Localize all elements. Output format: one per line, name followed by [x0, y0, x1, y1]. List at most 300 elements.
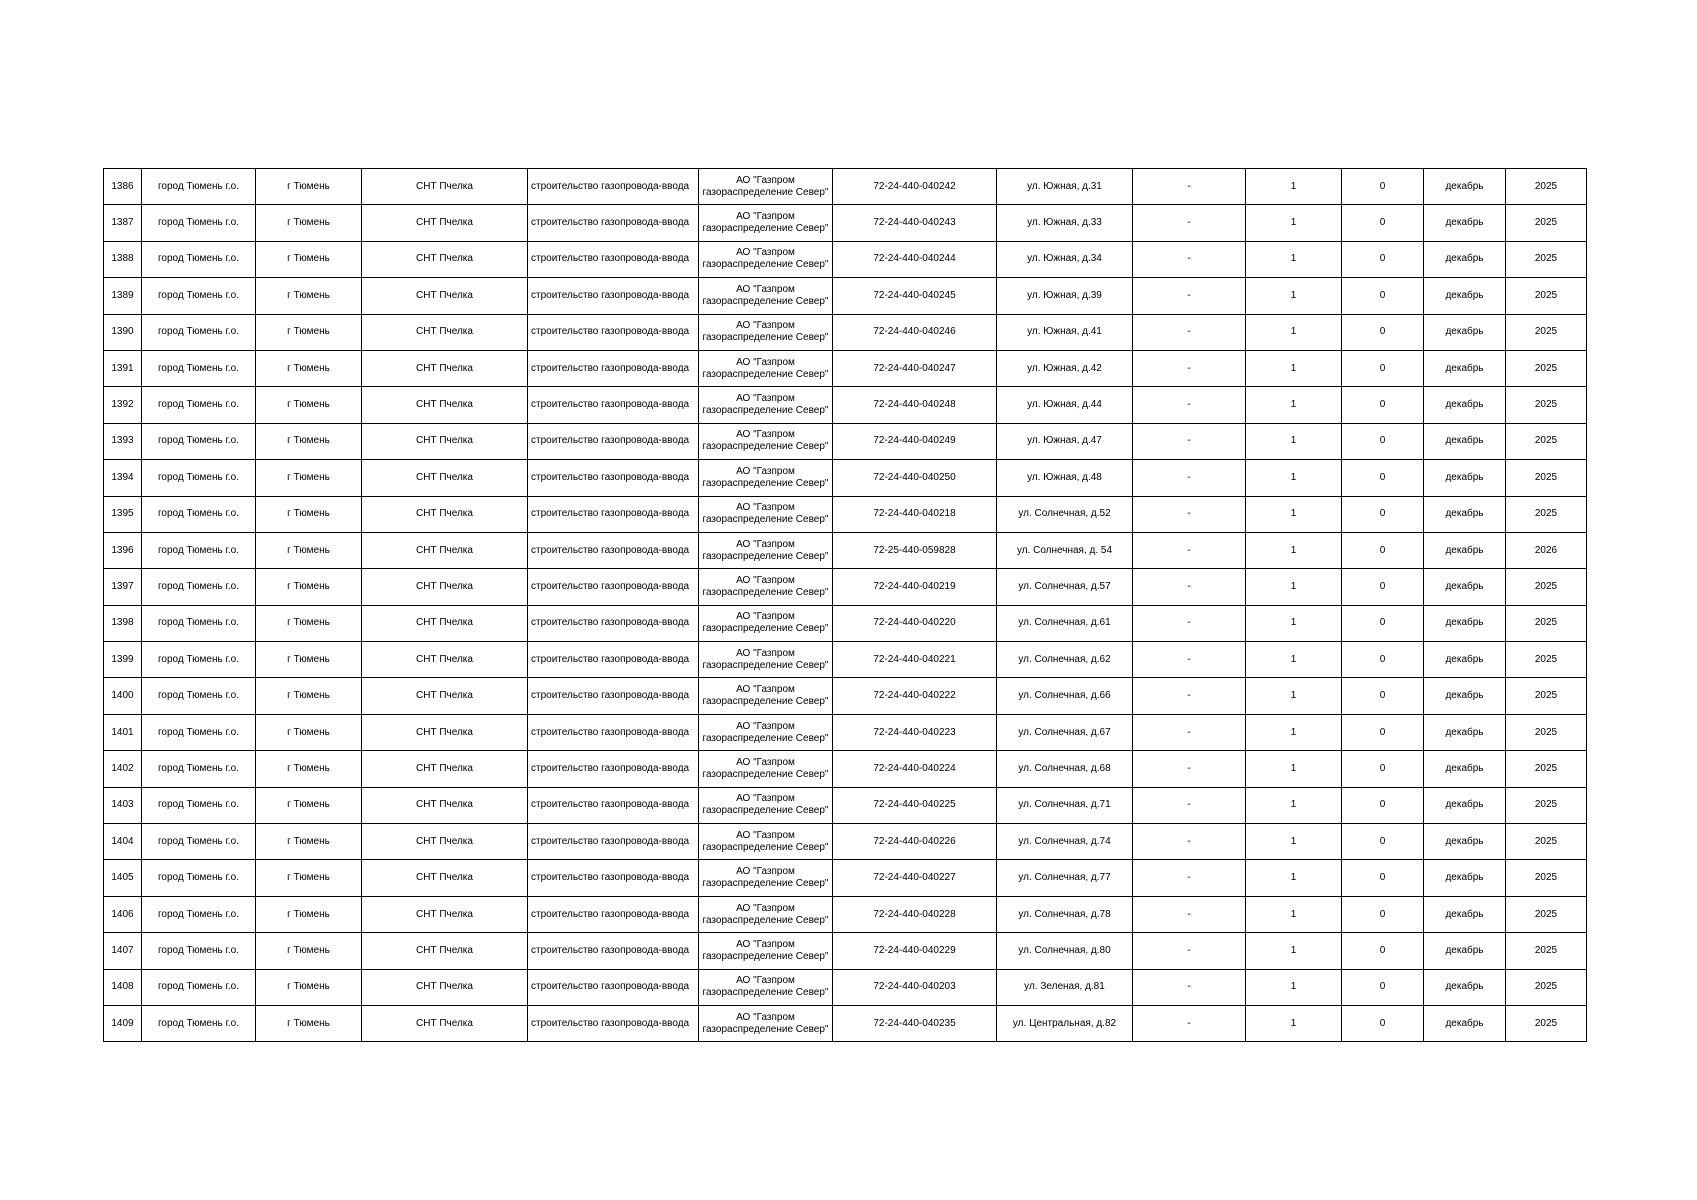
row-number-cell: 1392 — [104, 387, 142, 423]
address-cell: ул. Южная, д.42 — [997, 350, 1133, 386]
planned-count-cell: 1 — [1246, 569, 1342, 605]
completed-count-cell: 0 — [1342, 387, 1424, 423]
year-cell: 2025 — [1506, 569, 1587, 605]
operator-cell: АО "Газпром газораспределение Север" — [699, 423, 833, 459]
address-cell: ул. Солнечная, д.61 — [997, 605, 1133, 641]
snt-name-cell: СНТ Пчелка — [362, 169, 528, 205]
work-type-cell: строительство газопровода-ввода — [528, 205, 699, 241]
month-cell: декабрь — [1424, 278, 1506, 314]
application-id-cell: 72-24-440-040244 — [833, 241, 997, 277]
address-cell: ул. Солнечная, д.77 — [997, 860, 1133, 896]
snt-name-cell: СНТ Пчелка — [362, 350, 528, 386]
row-number-cell: 1396 — [104, 532, 142, 568]
settlement-cell: г Тюмень — [256, 678, 362, 714]
operator-cell: АО "Газпром газораспределение Север" — [699, 350, 833, 386]
settlement-cell: г Тюмень — [256, 314, 362, 350]
snt-name-cell: СНТ Пчелка — [362, 460, 528, 496]
note-cell: - — [1133, 642, 1246, 678]
municipality-cell: город Тюмень г.о. — [142, 751, 256, 787]
address-cell: ул. Солнечная, д.67 — [997, 714, 1133, 750]
work-type-cell: строительство газопровода-ввода — [528, 314, 699, 350]
operator-cell: АО "Газпром газораспределение Север" — [699, 678, 833, 714]
planned-count-cell: 1 — [1246, 933, 1342, 969]
operator-cell: АО "Газпром газораспределение Север" — [699, 642, 833, 678]
work-type-cell: строительство газопровода-ввода — [528, 896, 699, 932]
address-cell: ул. Солнечная, д.71 — [997, 787, 1133, 823]
operator-cell: АО "Газпром газораспределение Север" — [699, 824, 833, 860]
settlement-cell: г Тюмень — [256, 933, 362, 969]
address-cell: ул. Южная, д.31 — [997, 169, 1133, 205]
month-cell: декабрь — [1424, 933, 1506, 969]
address-cell: ул. Южная, д.34 — [997, 241, 1133, 277]
municipality-cell: город Тюмень г.о. — [142, 605, 256, 641]
month-cell: декабрь — [1424, 241, 1506, 277]
application-id-cell: 72-24-440-040250 — [833, 460, 997, 496]
operator-cell: АО "Газпром газораспределение Север" — [699, 933, 833, 969]
year-cell: 2025 — [1506, 1005, 1587, 1041]
note-cell: - — [1133, 1005, 1246, 1041]
application-id-cell: 72-24-440-040220 — [833, 605, 997, 641]
note-cell: - — [1133, 678, 1246, 714]
application-id-cell: 72-24-440-040203 — [833, 969, 997, 1005]
work-type-cell: строительство газопровода-ввода — [528, 350, 699, 386]
work-type-cell: строительство газопровода-ввода — [528, 278, 699, 314]
month-cell: декабрь — [1424, 532, 1506, 568]
municipality-cell: город Тюмень г.о. — [142, 896, 256, 932]
row-number-cell: 1389 — [104, 278, 142, 314]
row-number-cell: 1406 — [104, 896, 142, 932]
planned-count-cell: 1 — [1246, 169, 1342, 205]
municipality-cell: город Тюмень г.о. — [142, 278, 256, 314]
note-cell: - — [1133, 751, 1246, 787]
work-type-cell: строительство газопровода-ввода — [528, 824, 699, 860]
work-type-cell: строительство газопровода-ввода — [528, 787, 699, 823]
address-cell: ул. Южная, д.41 — [997, 314, 1133, 350]
completed-count-cell: 0 — [1342, 678, 1424, 714]
address-cell: ул. Южная, д.48 — [997, 460, 1133, 496]
municipality-cell: город Тюмень г.о. — [142, 824, 256, 860]
settlement-cell: г Тюмень — [256, 787, 362, 823]
completed-count-cell: 0 — [1342, 933, 1424, 969]
completed-count-cell: 0 — [1342, 642, 1424, 678]
note-cell: - — [1133, 824, 1246, 860]
table-row — [104, 933, 1587, 969]
settlement-cell: г Тюмень — [256, 1005, 362, 1041]
planned-count-cell: 1 — [1246, 205, 1342, 241]
month-cell: декабрь — [1424, 824, 1506, 860]
planned-count-cell: 1 — [1246, 314, 1342, 350]
snt-name-cell: СНТ Пчелка — [362, 714, 528, 750]
municipality-cell: город Тюмень г.о. — [142, 569, 256, 605]
planned-count-cell: 1 — [1246, 241, 1342, 277]
note-cell: - — [1133, 387, 1246, 423]
row-number-cell: 1407 — [104, 933, 142, 969]
work-type-cell: строительство газопровода-ввода — [528, 969, 699, 1005]
snt-name-cell: СНТ Пчелка — [362, 824, 528, 860]
municipality-cell: город Тюмень г.о. — [142, 314, 256, 350]
completed-count-cell: 0 — [1342, 714, 1424, 750]
operator-cell: АО "Газпром газораспределение Север" — [699, 241, 833, 277]
snt-name-cell: СНТ Пчелка — [362, 642, 528, 678]
table-row — [104, 605, 1587, 641]
note-cell: - — [1133, 860, 1246, 896]
planned-count-cell: 1 — [1246, 896, 1342, 932]
address-cell: ул. Солнечная, д.62 — [997, 642, 1133, 678]
municipality-cell: город Тюмень г.о. — [142, 933, 256, 969]
planned-count-cell: 1 — [1246, 714, 1342, 750]
work-type-cell: строительство газопровода-ввода — [528, 387, 699, 423]
municipality-cell: город Тюмень г.о. — [142, 1005, 256, 1041]
year-cell: 2025 — [1506, 678, 1587, 714]
planned-count-cell: 1 — [1246, 423, 1342, 459]
table-row — [104, 496, 1587, 532]
gas-connection-table — [103, 168, 1587, 1042]
settlement-cell: г Тюмень — [256, 496, 362, 532]
table-row — [104, 714, 1587, 750]
settlement-cell: г Тюмень — [256, 205, 362, 241]
address-cell: ул. Солнечная, д. 54 — [997, 532, 1133, 568]
row-number-cell: 1404 — [104, 824, 142, 860]
table-row — [104, 896, 1587, 932]
application-id-cell: 72-24-440-040229 — [833, 933, 997, 969]
year-cell: 2025 — [1506, 241, 1587, 277]
completed-count-cell: 0 — [1342, 532, 1424, 568]
completed-count-cell: 0 — [1342, 496, 1424, 532]
month-cell: декабрь — [1424, 350, 1506, 386]
operator-cell: АО "Газпром газораспределение Север" — [699, 314, 833, 350]
month-cell: декабрь — [1424, 205, 1506, 241]
month-cell: декабрь — [1424, 569, 1506, 605]
operator-cell: АО "Газпром газораспределение Север" — [699, 714, 833, 750]
month-cell: декабрь — [1424, 314, 1506, 350]
planned-count-cell: 1 — [1246, 460, 1342, 496]
address-cell: ул. Солнечная, д.66 — [997, 678, 1133, 714]
work-type-cell: строительство газопровода-ввода — [528, 496, 699, 532]
table-row — [104, 860, 1587, 896]
application-id-cell: 72-24-440-040247 — [833, 350, 997, 386]
planned-count-cell: 1 — [1246, 751, 1342, 787]
application-id-cell: 72-24-440-040225 — [833, 787, 997, 823]
operator-cell: АО "Газпром газораспределение Север" — [699, 169, 833, 205]
table-row — [104, 824, 1587, 860]
municipality-cell: город Тюмень г.о. — [142, 969, 256, 1005]
snt-name-cell: СНТ Пчелка — [362, 678, 528, 714]
row-number-cell: 1402 — [104, 751, 142, 787]
table-row — [104, 460, 1587, 496]
note-cell: - — [1133, 787, 1246, 823]
completed-count-cell: 0 — [1342, 605, 1424, 641]
work-type-cell: строительство газопровода-ввода — [528, 423, 699, 459]
application-id-cell: 72-24-440-040226 — [833, 824, 997, 860]
month-cell: декабрь — [1424, 896, 1506, 932]
operator-cell: АО "Газпром газораспределение Север" — [699, 605, 833, 641]
application-id-cell: 72-24-440-040242 — [833, 169, 997, 205]
month-cell: декабрь — [1424, 496, 1506, 532]
planned-count-cell: 1 — [1246, 642, 1342, 678]
operator-cell: АО "Газпром газораспределение Север" — [699, 969, 833, 1005]
work-type-cell: строительство газопровода-ввода — [528, 678, 699, 714]
address-cell: ул. Солнечная, д.80 — [997, 933, 1133, 969]
month-cell: декабрь — [1424, 387, 1506, 423]
address-cell: ул. Зеленая, д.81 — [997, 969, 1133, 1005]
operator-cell: АО "Газпром газораспределение Север" — [699, 569, 833, 605]
month-cell: декабрь — [1424, 642, 1506, 678]
month-cell: декабрь — [1424, 605, 1506, 641]
snt-name-cell: СНТ Пчелка — [362, 314, 528, 350]
row-number-cell: 1390 — [104, 314, 142, 350]
municipality-cell: город Тюмень г.о. — [142, 642, 256, 678]
application-id-cell: 72-24-440-040222 — [833, 678, 997, 714]
year-cell: 2025 — [1506, 896, 1587, 932]
month-cell: декабрь — [1424, 969, 1506, 1005]
address-cell: ул. Южная, д.39 — [997, 278, 1133, 314]
municipality-cell: город Тюмень г.о. — [142, 350, 256, 386]
row-number-cell: 1408 — [104, 969, 142, 1005]
settlement-cell: г Тюмень — [256, 241, 362, 277]
municipality-cell: город Тюмень г.о. — [142, 532, 256, 568]
application-id-cell: 72-24-440-040243 — [833, 205, 997, 241]
municipality-cell: город Тюмень г.о. — [142, 678, 256, 714]
completed-count-cell: 0 — [1342, 169, 1424, 205]
note-cell: - — [1133, 241, 1246, 277]
settlement-cell: г Тюмень — [256, 605, 362, 641]
snt-name-cell: СНТ Пчелка — [362, 569, 528, 605]
application-id-cell: 72-24-440-040227 — [833, 860, 997, 896]
note-cell: - — [1133, 532, 1246, 568]
settlement-cell: г Тюмень — [256, 423, 362, 459]
year-cell: 2025 — [1506, 751, 1587, 787]
settlement-cell: г Тюмень — [256, 824, 362, 860]
snt-name-cell: СНТ Пчелка — [362, 787, 528, 823]
completed-count-cell: 0 — [1342, 824, 1424, 860]
note-cell: - — [1133, 569, 1246, 605]
month-cell: декабрь — [1424, 460, 1506, 496]
year-cell: 2025 — [1506, 314, 1587, 350]
work-type-cell: строительство газопровода-ввода — [528, 169, 699, 205]
municipality-cell: город Тюмень г.о. — [142, 169, 256, 205]
address-cell: ул. Южная, д.47 — [997, 423, 1133, 459]
table-row — [104, 278, 1587, 314]
completed-count-cell: 0 — [1342, 205, 1424, 241]
table-row — [104, 751, 1587, 787]
snt-name-cell: СНТ Пчелка — [362, 423, 528, 459]
table-row — [104, 532, 1587, 568]
settlement-cell: г Тюмень — [256, 969, 362, 1005]
month-cell: декабрь — [1424, 714, 1506, 750]
note-cell: - — [1133, 714, 1246, 750]
snt-name-cell: СНТ Пчелка — [362, 933, 528, 969]
application-id-cell: 72-24-440-040221 — [833, 642, 997, 678]
work-type-cell: строительство газопровода-ввода — [528, 569, 699, 605]
work-type-cell: строительство газопровода-ввода — [528, 241, 699, 277]
planned-count-cell: 1 — [1246, 350, 1342, 386]
address-cell: ул. Южная, д.44 — [997, 387, 1133, 423]
row-number-cell: 1399 — [104, 642, 142, 678]
row-number-cell: 1388 — [104, 241, 142, 277]
snt-name-cell: СНТ Пчелка — [362, 969, 528, 1005]
work-type-cell: строительство газопровода-ввода — [528, 642, 699, 678]
snt-name-cell: СНТ Пчелка — [362, 860, 528, 896]
year-cell: 2025 — [1506, 969, 1587, 1005]
snt-name-cell: СНТ Пчелка — [362, 751, 528, 787]
year-cell: 2025 — [1506, 169, 1587, 205]
application-id-cell: 72-24-440-040246 — [833, 314, 997, 350]
work-type-cell: строительство газопровода-ввода — [528, 460, 699, 496]
settlement-cell: г Тюмень — [256, 896, 362, 932]
year-cell: 2025 — [1506, 496, 1587, 532]
planned-count-cell: 1 — [1246, 787, 1342, 823]
completed-count-cell: 0 — [1342, 860, 1424, 896]
settlement-cell: г Тюмень — [256, 278, 362, 314]
note-cell: - — [1133, 278, 1246, 314]
year-cell: 2025 — [1506, 387, 1587, 423]
note-cell: - — [1133, 496, 1246, 532]
month-cell: декабрь — [1424, 678, 1506, 714]
settlement-cell: г Тюмень — [256, 751, 362, 787]
address-cell: ул. Центральная, д.82 — [997, 1005, 1133, 1041]
snt-name-cell: СНТ Пчелка — [362, 1005, 528, 1041]
row-number-cell: 1395 — [104, 496, 142, 532]
work-type-cell: строительство газопровода-ввода — [528, 933, 699, 969]
completed-count-cell: 0 — [1342, 314, 1424, 350]
operator-cell: АО "Газпром газораспределение Север" — [699, 896, 833, 932]
table-row — [104, 678, 1587, 714]
completed-count-cell: 0 — [1342, 350, 1424, 386]
address-cell: ул. Солнечная, д.68 — [997, 751, 1133, 787]
note-cell: - — [1133, 896, 1246, 932]
planned-count-cell: 1 — [1246, 678, 1342, 714]
note-cell: - — [1133, 169, 1246, 205]
year-cell: 2025 — [1506, 205, 1587, 241]
work-type-cell: строительство газопровода-ввода — [528, 1005, 699, 1041]
planned-count-cell: 1 — [1246, 860, 1342, 896]
application-id-cell: 72-24-440-040223 — [833, 714, 997, 750]
year-cell: 2025 — [1506, 714, 1587, 750]
municipality-cell: город Тюмень г.о. — [142, 387, 256, 423]
operator-cell: АО "Газпром газораспределение Север" — [699, 860, 833, 896]
note-cell: - — [1133, 969, 1246, 1005]
completed-count-cell: 0 — [1342, 751, 1424, 787]
year-cell: 2025 — [1506, 423, 1587, 459]
year-cell: 2025 — [1506, 350, 1587, 386]
completed-count-cell: 0 — [1342, 423, 1424, 459]
settlement-cell: г Тюмень — [256, 460, 362, 496]
row-number-cell: 1393 — [104, 423, 142, 459]
municipality-cell: город Тюмень г.о. — [142, 787, 256, 823]
table-row — [104, 169, 1587, 205]
row-number-cell: 1400 — [104, 678, 142, 714]
settlement-cell: г Тюмень — [256, 714, 362, 750]
completed-count-cell: 0 — [1342, 1005, 1424, 1041]
settlement-cell: г Тюмень — [256, 350, 362, 386]
municipality-cell: город Тюмень г.о. — [142, 241, 256, 277]
completed-count-cell: 0 — [1342, 569, 1424, 605]
application-id-cell: 72-24-440-040235 — [833, 1005, 997, 1041]
application-id-cell: 72-24-440-040228 — [833, 896, 997, 932]
year-cell: 2025 — [1506, 605, 1587, 641]
row-number-cell: 1398 — [104, 605, 142, 641]
table-row — [104, 205, 1587, 241]
municipality-cell: город Тюмень г.о. — [142, 423, 256, 459]
application-id-cell: 72-24-440-040218 — [833, 496, 997, 532]
note-cell: - — [1133, 314, 1246, 350]
table-row — [104, 969, 1587, 1005]
month-cell: декабрь — [1424, 423, 1506, 459]
completed-count-cell: 0 — [1342, 787, 1424, 823]
table-body — [104, 169, 1587, 1042]
operator-cell: АО "Газпром газораспределение Север" — [699, 205, 833, 241]
year-cell: 2025 — [1506, 860, 1587, 896]
address-cell: ул. Южная, д.33 — [997, 205, 1133, 241]
table-row — [104, 387, 1587, 423]
planned-count-cell: 1 — [1246, 1005, 1342, 1041]
completed-count-cell: 0 — [1342, 241, 1424, 277]
planned-count-cell: 1 — [1246, 278, 1342, 314]
year-cell: 2025 — [1506, 278, 1587, 314]
year-cell: 2025 — [1506, 933, 1587, 969]
row-number-cell: 1405 — [104, 860, 142, 896]
snt-name-cell: СНТ Пчелка — [362, 605, 528, 641]
settlement-cell: г Тюмень — [256, 169, 362, 205]
snt-name-cell: СНТ Пчелка — [362, 387, 528, 423]
application-id-cell: 72-24-440-040248 — [833, 387, 997, 423]
note-cell: - — [1133, 205, 1246, 241]
operator-cell: АО "Газпром газораспределение Север" — [699, 496, 833, 532]
address-cell: ул. Солнечная, д.78 — [997, 896, 1133, 932]
application-id-cell: 72-24-440-040219 — [833, 569, 997, 605]
row-number-cell: 1401 — [104, 714, 142, 750]
table-row — [104, 569, 1587, 605]
planned-count-cell: 1 — [1246, 969, 1342, 1005]
work-type-cell: строительство газопровода-ввода — [528, 751, 699, 787]
year-cell: 2025 — [1506, 642, 1587, 678]
planned-count-cell: 1 — [1246, 532, 1342, 568]
municipality-cell: город Тюмень г.о. — [142, 714, 256, 750]
table-row — [104, 350, 1587, 386]
month-cell: декабрь — [1424, 787, 1506, 823]
month-cell: декабрь — [1424, 751, 1506, 787]
table-row — [104, 314, 1587, 350]
row-number-cell: 1387 — [104, 205, 142, 241]
work-type-cell: строительство газопровода-ввода — [528, 714, 699, 750]
completed-count-cell: 0 — [1342, 460, 1424, 496]
work-type-cell: строительство газопровода-ввода — [528, 860, 699, 896]
year-cell: 2026 — [1506, 532, 1587, 568]
year-cell: 2025 — [1506, 824, 1587, 860]
address-cell: ул. Солнечная, д.74 — [997, 824, 1133, 860]
municipality-cell: город Тюмень г.о. — [142, 496, 256, 532]
snt-name-cell: СНТ Пчелка — [362, 241, 528, 277]
row-number-cell: 1386 — [104, 169, 142, 205]
note-cell: - — [1133, 933, 1246, 969]
settlement-cell: г Тюмень — [256, 569, 362, 605]
settlement-cell: г Тюмень — [256, 532, 362, 568]
settlement-cell: г Тюмень — [256, 860, 362, 896]
month-cell: декабрь — [1424, 169, 1506, 205]
address-cell: ул. Солнечная, д.52 — [997, 496, 1133, 532]
completed-count-cell: 0 — [1342, 969, 1424, 1005]
row-number-cell: 1391 — [104, 350, 142, 386]
note-cell: - — [1133, 460, 1246, 496]
operator-cell: АО "Газпром газораспределение Север" — [699, 387, 833, 423]
application-id-cell: 72-24-440-040245 — [833, 278, 997, 314]
snt-name-cell: СНТ Пчелка — [362, 205, 528, 241]
completed-count-cell: 0 — [1342, 896, 1424, 932]
table-row — [104, 423, 1587, 459]
row-number-cell: 1409 — [104, 1005, 142, 1041]
table-row — [104, 1005, 1587, 1041]
application-id-cell: 72-25-440-059828 — [833, 532, 997, 568]
